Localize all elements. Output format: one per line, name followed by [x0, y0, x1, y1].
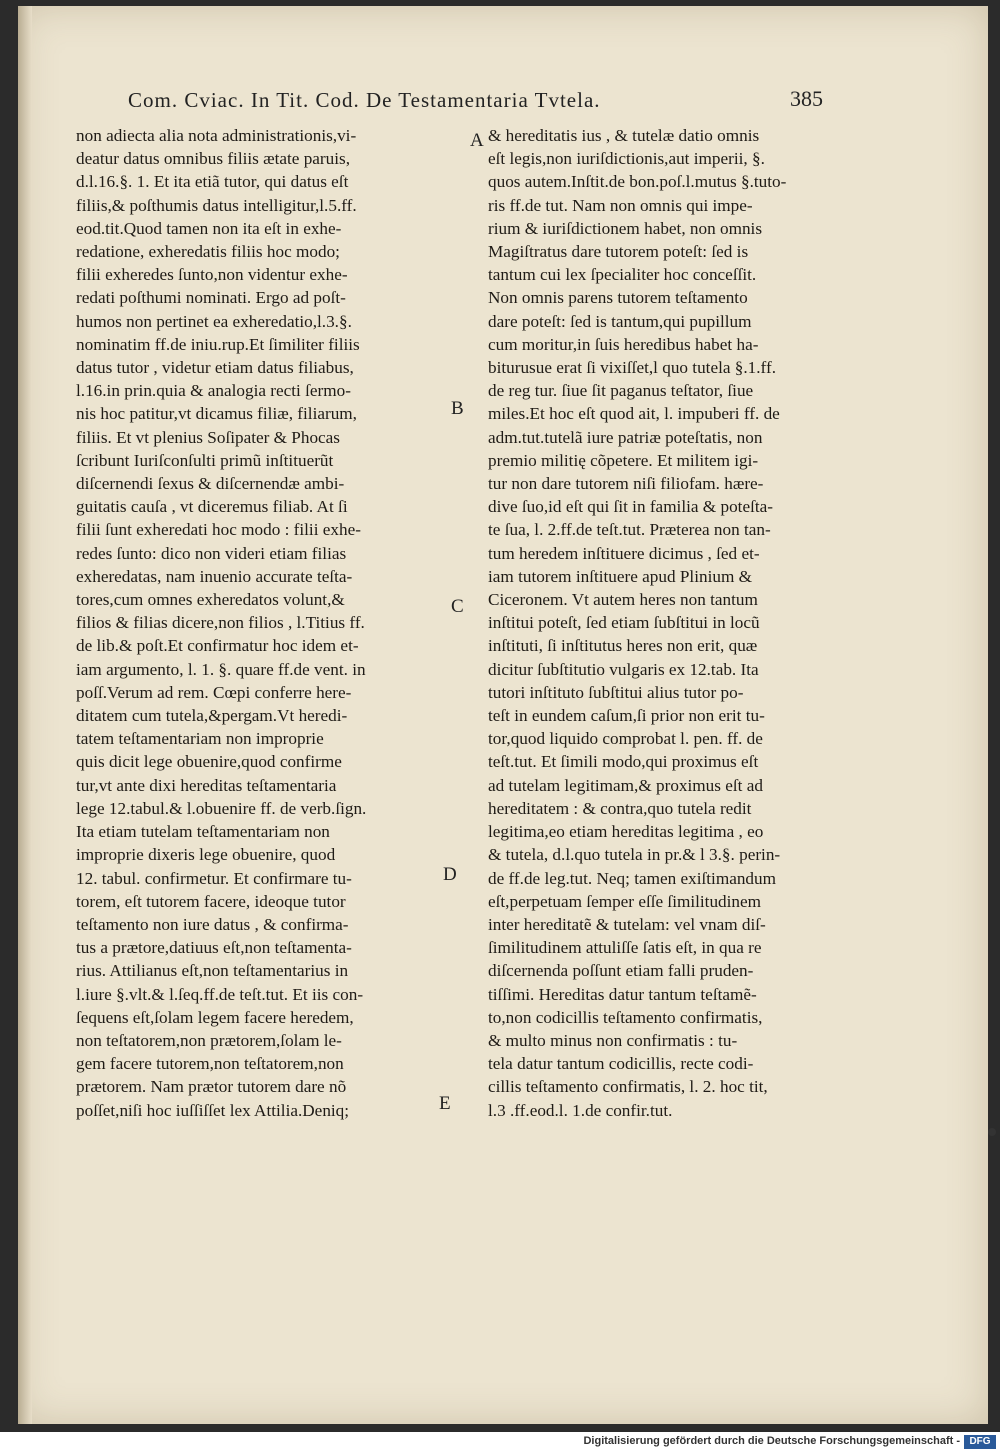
right-column-line: dicitur ſubſtitutio vulgaris ex 12.tab. Ita [488, 659, 759, 679]
left-column-line: tus a prætore,datiuus eſt,non teſtamenta- [76, 938, 352, 958]
page-edge [18, 6, 32, 1424]
right-column-line: ris ff.de tut. Nam non omnis qui impe- [488, 195, 753, 215]
left-column-line: d.l.16.§. 1. Et ita etiã tutor, qui datus eſt [76, 172, 349, 192]
left-column-line: deatur datus omnibus filiis ætate paruis, [76, 149, 351, 169]
right-column-line: inſtituti, ſi inſtitutus heres non erit, quæ [488, 636, 758, 656]
section-marker-e: E [439, 1093, 451, 1114]
right-column-line: cillis teſtamento confirmatis, l. 2. hoc tit, [488, 1077, 768, 1097]
left-column-line: tatem teſtamentariam non improprie [76, 729, 324, 749]
left-column-line: rius. Attilianus eſt,non teſtamentarius in [76, 961, 349, 981]
left-column-line: torem, eſt tutorem facere, ideoque tutor [76, 891, 346, 911]
right-column-line: te ſua, l. 2.ff.de teſt.tut. Præterea non tan- [488, 520, 771, 540]
right-column-line: ad tutelam legitimam,& proximus eſt ad [488, 775, 763, 795]
left-column-line: 12. tabul. confirmetur. Et confirmare tu- [76, 868, 352, 888]
left-column-line: redes ſunto: dico non videri etiam filias [76, 543, 347, 563]
section-marker-d: D [443, 864, 457, 885]
right-column-line: eſt,perpetuam ſemper eſſe ſimilitudinem [488, 891, 762, 911]
left-column-line: improprie dixeris lege obuenire, quod [76, 845, 336, 865]
left-column-line: tores,cum omnes exheredatos volunt,& [76, 590, 345, 610]
left-column-line: l.iure §.vlt.& l.ſeq.ff.de teſt.tut. Et iis con- [76, 984, 364, 1004]
right-column-line: ſimilitudinem attuliſſe ſatis eſt, in qua re [488, 938, 762, 958]
right-column-line: miles.Et hoc eſt quod ait, l. impuberi ff. de [488, 404, 780, 424]
left-column-line: Ita etiam tutelam teſtamentariam non [76, 822, 330, 842]
right-column-line: inſtitui poteſt, ſed etiam ſubſtitui in locũ [488, 613, 760, 633]
left-column-line: filiis. Et vt plenius Soſipater & Phocas [76, 427, 340, 447]
left-column-line: gem facere tutorem,non teſtatorem,non [76, 1054, 344, 1074]
left-column-line: ditatem cum tutela,&pergam.Vt heredi- [76, 706, 348, 726]
left-column-line: quis dicit lege obuenire,quod confirme [76, 752, 342, 772]
right-column-line: Magiſtratus dare tutorem poteſt: ſed is [488, 242, 749, 262]
right-column-line: tur non dare tutorem niſi filiofam. hære- [488, 474, 764, 494]
right-column-line: Non omnis parens tutorem teſtamento [488, 288, 748, 308]
right-column-line: teſt.tut. Et ſimili modo,qui proximus eſt [488, 752, 759, 772]
left-column-line: humos non pertinet ea exheredatio,l.3.§. [76, 311, 352, 331]
left-column-line: eod.tit.Quod tamen non ita eſt in exhe- [76, 218, 342, 238]
left-column-line: poſſet,niſi hoc iuſſiſſet lex Attilia.Deniq; [76, 1100, 350, 1120]
right-column-line: tiſſimi. Hereditas datur tantum teſtamẽ- [488, 984, 757, 1004]
right-column-line: l.3 .ff.eod.l. 1.de confir.tut. [488, 1100, 673, 1120]
left-column-line: redatione, exheredatis filiis hoc modo; [76, 242, 340, 262]
footer-bar [0, 1432, 1000, 1452]
page-number: 385 [790, 86, 823, 111]
right-column-line: premio militię cõpetere. Et militem igi- [488, 450, 759, 470]
right-column-line: iam tutorem inſtituere apud Plinium & [488, 566, 752, 586]
left-column-line: filios & filias dicere,non filios , l.Titius ff. [76, 613, 365, 633]
left-column [76, 124, 452, 1122]
left-column-line: non teſtatorem,non prætorem,ſolam le- [76, 1030, 342, 1050]
right-column-line: quos autem.Inſtit.de bon.poſ.l.mutus §.tuto- [488, 172, 787, 192]
right-column-line: tutori inſtituto ſubſtitui alius tutor po- [488, 682, 744, 702]
right-column-line: teſt in eundem caſum,ſi prior non erit tu- [488, 706, 765, 726]
right-column-line: dive ſuo,id eſt qui ſit in familia & poteſta- [488, 497, 773, 517]
right-column-line: rium & iuriſdictionem habet, non omnis [488, 218, 763, 238]
binding-hole [988, 1128, 996, 1136]
left-column-line: ſequens eſt,ſolam legem facere heredem, [76, 1007, 354, 1027]
right-column [488, 124, 850, 1122]
right-column-line: dare poteſt: ſed is tantum,qui pupillum [488, 311, 752, 331]
right-column-line: to,non codicillis teſtamento confirmatis, [488, 1007, 763, 1027]
left-column-line: guitatis cauſa , vt diceremus filiab. At ſi [76, 497, 348, 517]
right-column-line: hereditatem : & contra,quo tutela redit [488, 798, 752, 818]
left-column-line: filiis,& poſthumis datus intelligitur,l.5.ff. [76, 195, 357, 215]
right-column-line: eſt legis,non iuriſdictionis,aut imperii, §. [488, 149, 765, 169]
right-column-line: tor,quod liquido comprobat l. pen. ff. de [488, 729, 763, 749]
left-column-line: poſſ.Verum ad rem. Cœpi conferre here- [76, 682, 352, 702]
right-column-line: tum heredem inſtituere dicimus , ſed et- [488, 543, 760, 563]
section-marker-c: C [451, 596, 464, 617]
left-column-line: filii exheredes ſunto,non videntur exhe- [76, 265, 348, 285]
section-marker-a: A [470, 130, 484, 151]
right-column-line: & multo minus non confirmatis : tu- [488, 1030, 738, 1050]
left-column-line: nis hoc patitur,vt dicamus filiæ, filiarum, [76, 404, 357, 424]
right-column-line: cum moritur,in ſuis heredibus habet ha- [488, 334, 759, 354]
right-column-line: adm.tut.tutelã iure patriæ poteſtatis, non [488, 427, 763, 447]
right-column-line: Ciceronem. Vt autem heres non tantum [488, 590, 758, 610]
left-column-line: redati poſthumi nominati. Ergo ad poſt- [76, 288, 346, 308]
left-column-line: de lib.& poſt.Et confirmatur hoc idem et- [76, 636, 359, 656]
left-column-line: iam argumento, l. 1. §. quare ff.de vent. in [76, 659, 366, 679]
left-column-line: prætorem. Nam prætor tutorem dare nõ [76, 1077, 347, 1097]
left-column-line: exheredatas, nam inuenio accurate teſta- [76, 566, 353, 586]
right-column-line: tela datur tantum codicillis, recte codi- [488, 1054, 754, 1074]
right-column-line: de ff.de leg.tut. Neq; tamen exiſtimandum [488, 868, 776, 888]
section-marker-b: B [451, 398, 464, 419]
right-column-line: diſcernenda poſſunt etiam falli pruden- [488, 961, 754, 981]
footer-credit: Digitalisierung gefördert durch die Deutsche Forschungsgemeinschaft - [583, 1435, 960, 1447]
right-column-line: tantum cui lex ſpecialiter hoc conceſſit. [488, 265, 757, 285]
left-column-line: filii ſunt exheredati hoc modo : filii exhe- [76, 520, 361, 540]
right-column-line: de reg tur. ſiue ſit paganus teſtator, ſiue [488, 381, 754, 401]
left-column-line: l.16.in prin.quia & analogia recti ſermo- [76, 381, 351, 401]
left-column-line: lege 12.tabul.& l.obuenire ff. de verb.ſign. [76, 798, 367, 818]
right-column-line: & tutela, d.l.quo tutela in pr.& l 3.§. perin- [488, 845, 781, 865]
left-column-line: datus tutor , videtur etiam datus filiabus, [76, 358, 354, 378]
left-column-line: ſcribunt Iuriſconſulti primũ inſtituerũt [76, 450, 334, 470]
left-column-line: teſtamento non iure datus , & confirma- [76, 914, 349, 934]
left-column-line: tur,vt ante dixi hereditas teſtamentaria [76, 775, 337, 795]
running-title: Com. Cviac. In Tit. Cod. De Testamentaria Tvtela. [128, 88, 601, 112]
left-column-line: diſcernendi ſexus & diſcernendæ ambi- [76, 474, 345, 494]
right-column-line: inter hereditatẽ & tutelam: vel vnam diſ- [488, 914, 766, 934]
right-column-line: biturusue erat ſi vixiſſet,l quo tutela §.1.ff. [488, 358, 776, 378]
left-column-line: nominatim ff.de iniu.rup.Et ſimiliter filiis [76, 334, 360, 354]
right-column-line: & hereditatis ius , & tutelæ datio omnis [488, 126, 760, 145]
right-column-line: legitima,eo etiam hereditas legitima , eo [488, 822, 764, 842]
left-column-line: non adiecta alia nota administrationis,vi- [76, 126, 357, 145]
dfg-logo: DFG [964, 1435, 996, 1449]
